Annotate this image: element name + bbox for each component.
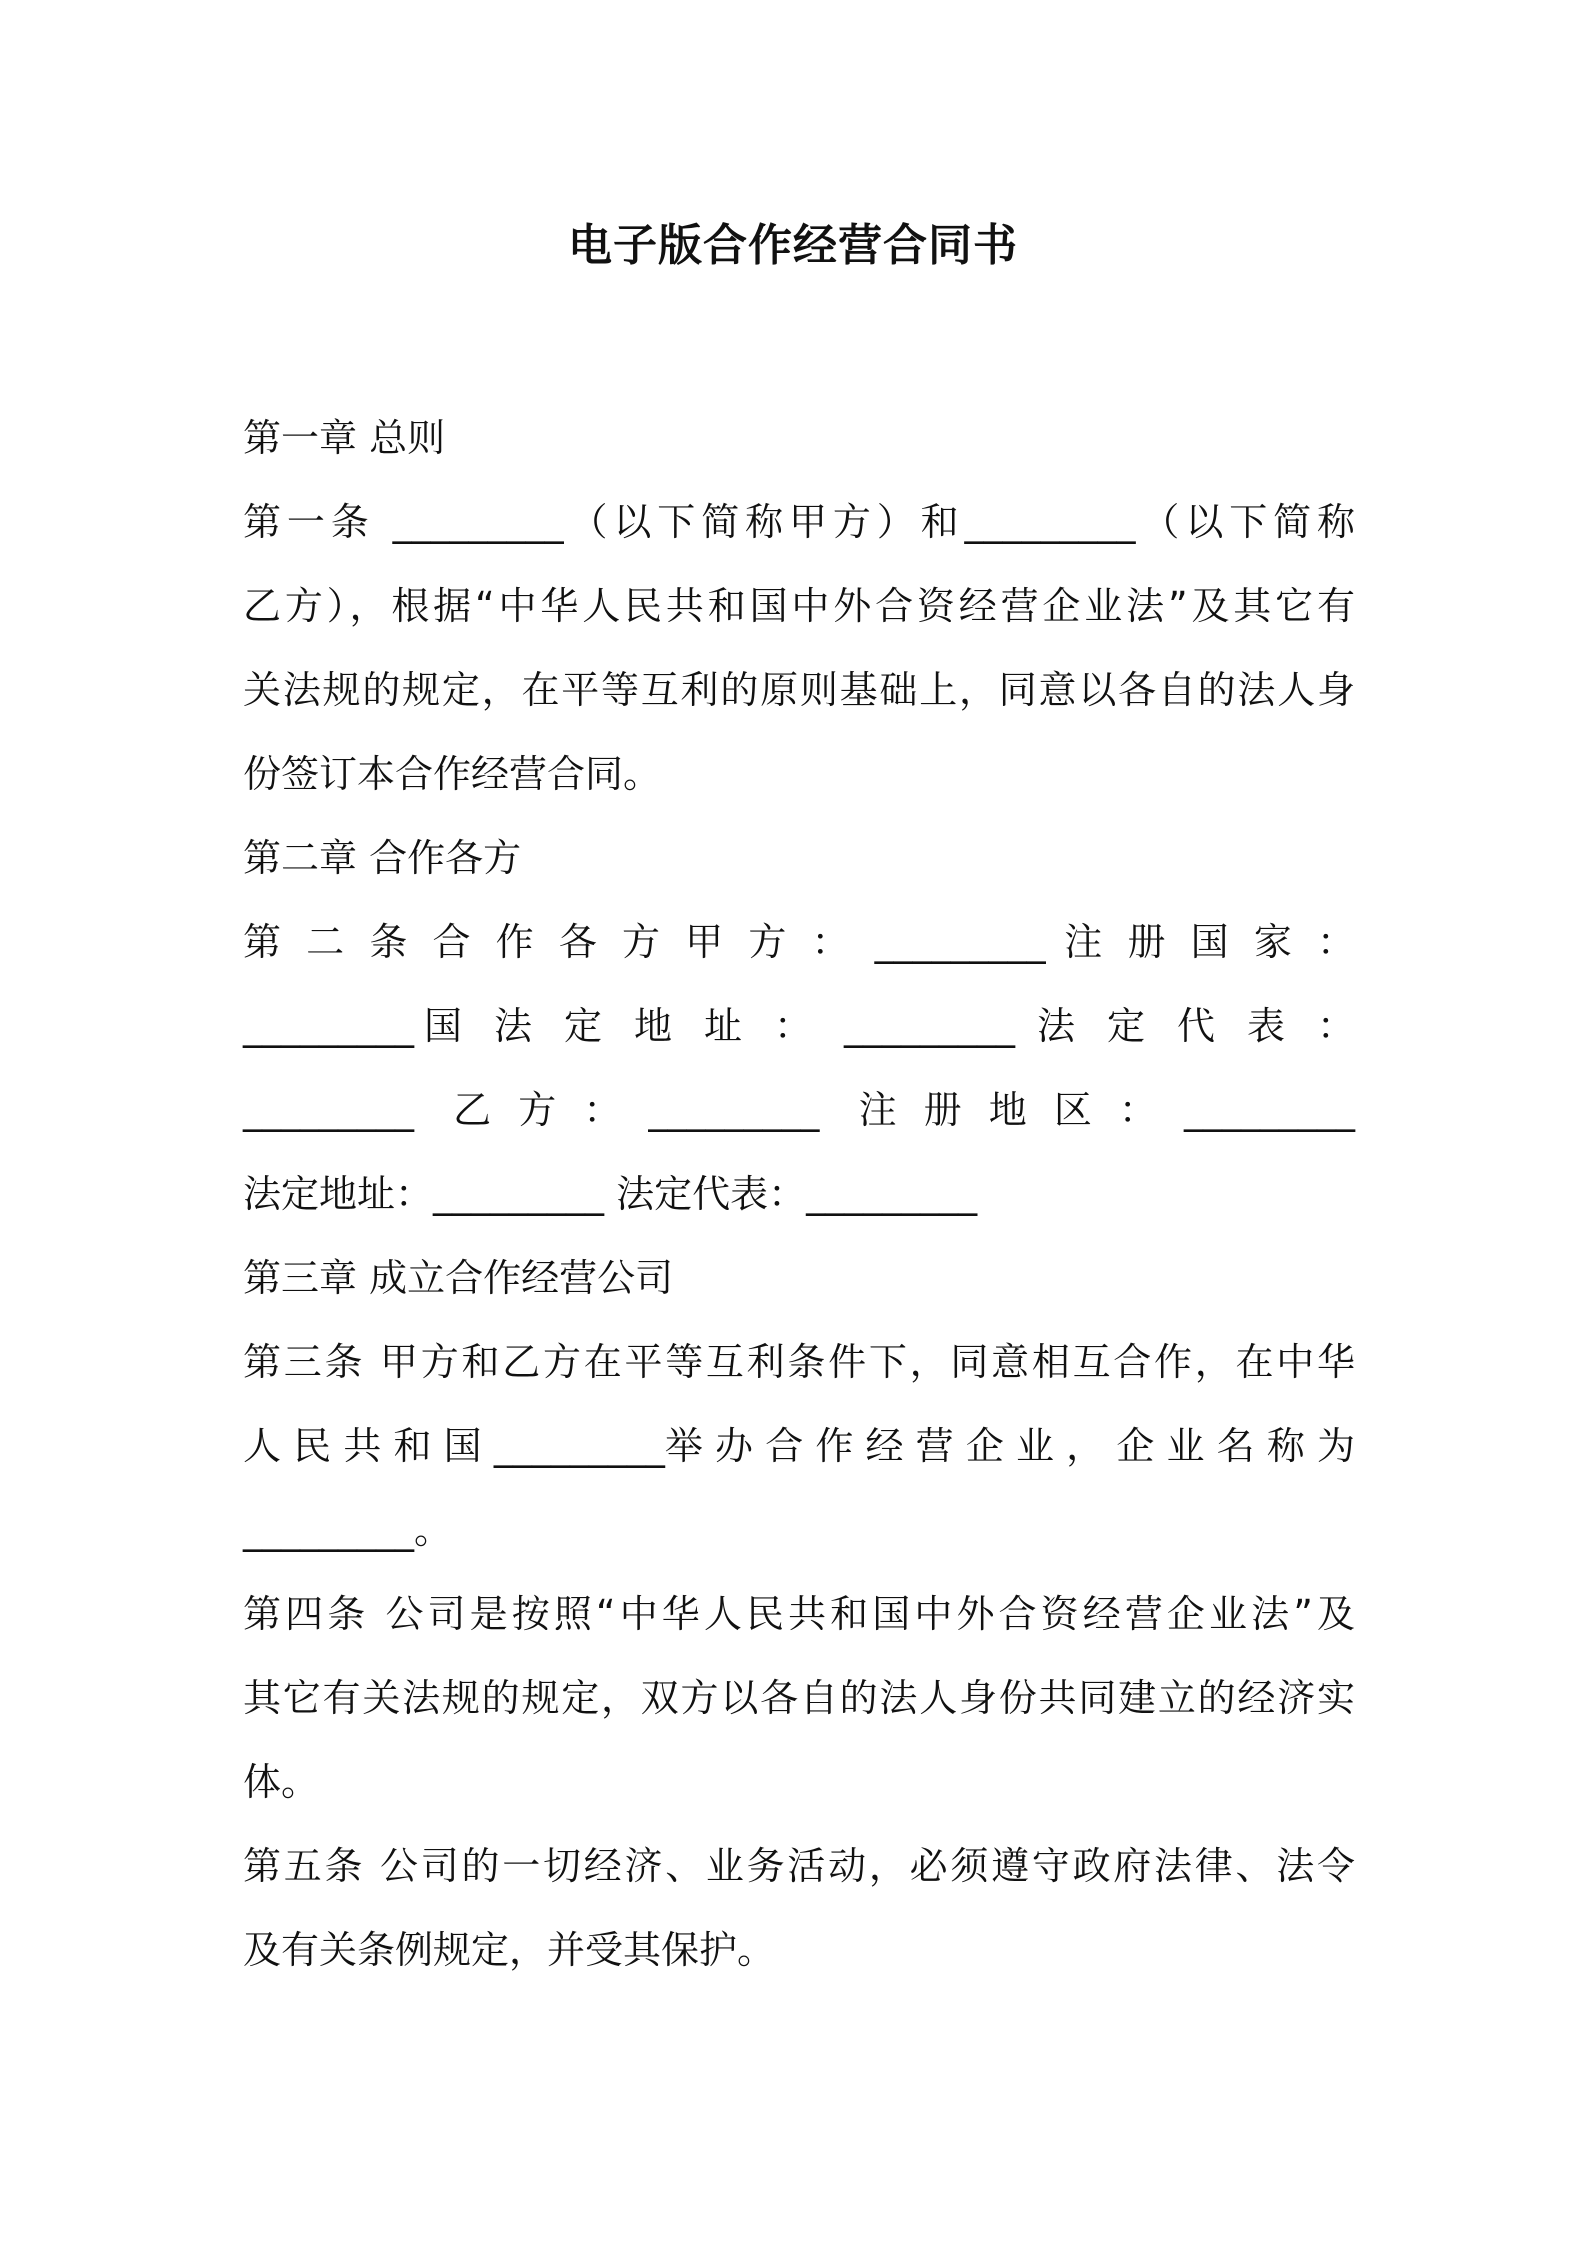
article-5-line-2: 及有关条例规定，并受其保护。: [243, 1928, 776, 1972]
article-5-line-1: 第五条 公司的一切经济、业务活动，必须遵守政府法律、法令: [243, 1844, 1355, 1888]
article-4-line-3: 体。: [243, 1760, 320, 1804]
article-1-line-2: 乙方），根据“中华人民共和国中外合资经营企业法”及其它有: [243, 584, 1355, 628]
article-2-line-1: 第 二 条 合 作 各 方 甲 方 ： _________ 注 册 国 家 ：: [243, 920, 1355, 964]
article-3-line-2: 人 民 共 和 国 _________举 办 合 作 经 营 企 业 ， 企 业 名 称 为: [243, 1424, 1355, 1468]
article-4-line-2: 其它有关法规的规定，双方以各自的法人身份共同建立的经济实: [243, 1676, 1355, 1720]
article-3-line-3: _________。: [243, 1508, 453, 1552]
article-4-line-1: 第四条 公司是按照“中华人民共和国中外合资经营企业法”及: [243, 1592, 1355, 1636]
article-1-line-1: 第一条 _________（以下简称甲方）和_________（以下简称: [243, 500, 1355, 544]
article-3-line-1: 第三条 甲方和乙方在平等互利条件下，同意相互合作，在中华: [243, 1340, 1355, 1384]
article-1-line-3: 关法规的规定，在平等互利的原则基础上，同意以各自的法人身: [243, 668, 1355, 712]
article-2-line-4: 法定地址：_________ 法定代表：_________: [243, 1172, 978, 1216]
article-1-line-4: 份签订本合作经营合同。: [243, 752, 662, 796]
article-2-line-3: _________ 乙方：_________ 注册地区：_________: [243, 1088, 1355, 1132]
chapter-3-heading: 第三章 成立合作经营公司: [243, 1256, 674, 1300]
article-2-line-2: _________国 法 定 地 址 ： _________ 法 定 代 表 ：: [243, 1004, 1355, 1048]
chapter-2-heading: 第二章 合作各方: [243, 836, 522, 880]
document-title: 电子版合作经营合同书: [568, 220, 1018, 271]
chapter-1-heading: 第一章 总则: [243, 416, 446, 460]
